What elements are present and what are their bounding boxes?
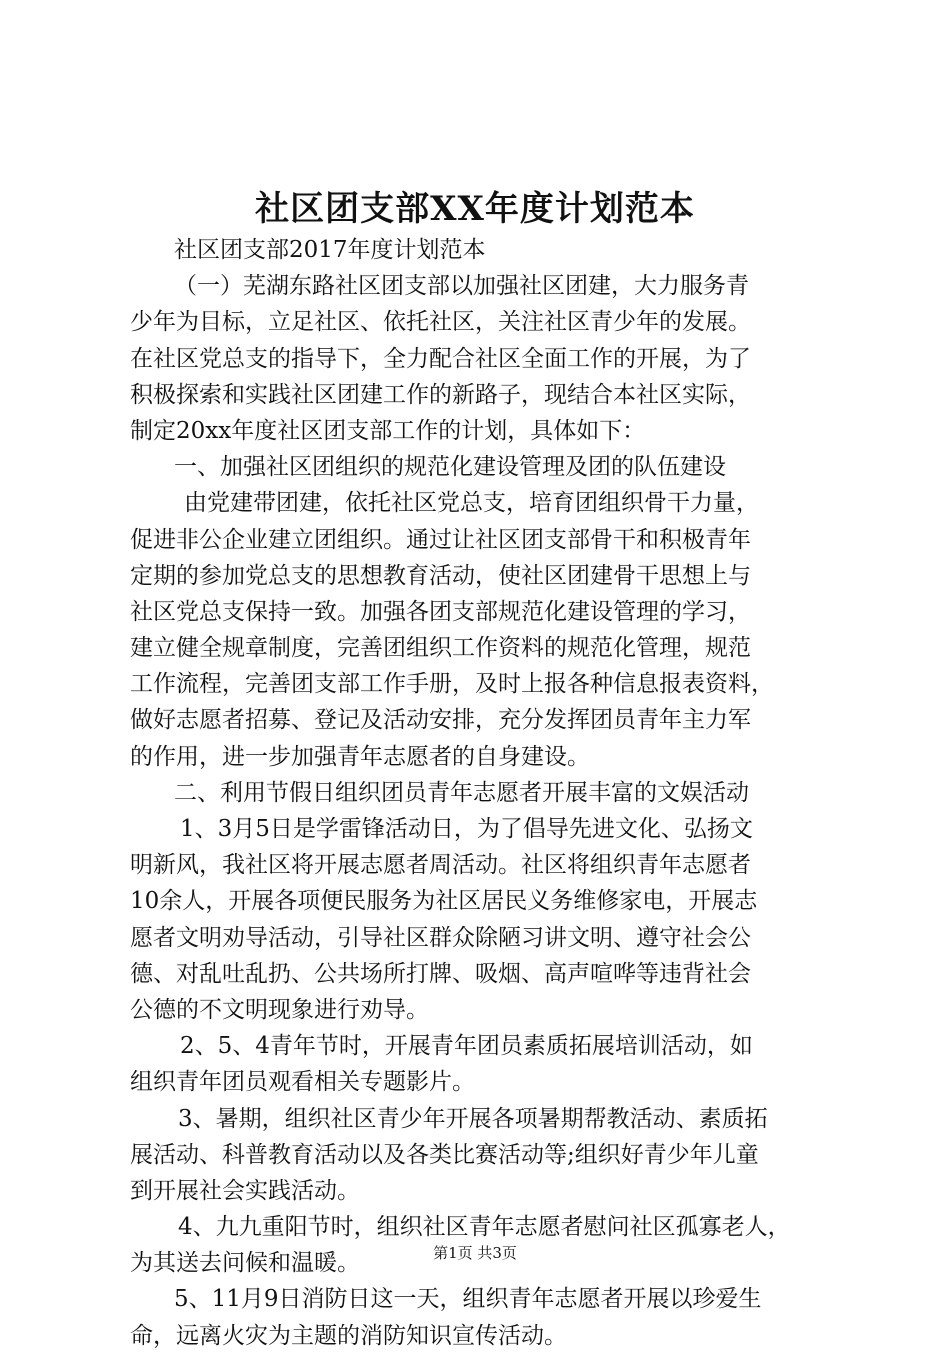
document-title: 社区团支部XX年度计划范本 [255,189,695,229]
body-line: （一）芜湖东路社区团支部以加强社区团建，大力服务青 [174,273,749,300]
body-line: 二、利用节假日组织团员青年志愿者开展丰富的文娱活动 [174,779,749,806]
body-line: 组织青年团员观看相关专题影片。 [130,1069,475,1096]
body-line: 10余人，开展各项便民服务为社区居民义务维修家电，开展志 [130,888,758,915]
body-line: 的作用，进一步加强青年志愿者的自身建设。 [130,743,590,770]
body-line: 1、3月5日是学雷锋活动日，为了倡导先进文化、弘扬文 [180,816,753,842]
body-line: 3、暑期，组织社区青少年开展各项暑期帮教活动、素质拓 [178,1105,768,1132]
body-line: 5、11月9日消防日这一天，组织青年志愿者开展以珍爱生 [174,1286,762,1313]
body-line: 为其送去问候和温暖。 [130,1250,360,1277]
body-line: 到开展社会实践活动。 [130,1177,360,1204]
body-line: 制定20xx年度社区团支部工作的计划，具体如下： [130,417,646,444]
body-line: 在社区党总支的指导下，全力配合社区全面工作的开展，为了 [130,345,751,372]
body-line: 少年为目标，立足社区、依托社区，关注社区青少年的发展。 [130,309,751,336]
body-line: 积极探索和实践社区团建工作的新路子，现结合本社区实际， [130,381,751,408]
body-line: 由党建带团建，依托社区党总支，培育团组织骨干力量， [184,490,759,517]
body-line: 命，远离火灾为主题的消防知识宣传活动。 [130,1322,567,1349]
body-line: 建立健全规章制度，完善团组织工作资料的规范化管理，规范 [130,635,751,662]
body-line: 社区团支部2017年度计划范本 [174,237,486,263]
body-line: 展活动、科普教育活动以及各类比赛活动等;组织好青少年儿童 [130,1141,759,1168]
body-line: 做好志愿者招募、登记及活动安排，充分发挥团员青年主力军 [130,707,751,734]
body-line: 社区党总支保持一致。加强各团支部规范化建设管理的学习， [130,598,751,625]
page-footer: 第1页 共3页 [433,1244,517,1262]
body-line: 一、加强社区团组织的规范化建设管理及团的队伍建设 [174,454,726,481]
body-line: 工作流程，完善团支部工作手册，及时上报各种信息报表资料， [130,671,774,698]
body-line: 定期的参加党总支的思想教育活动，使社区团建骨干思想上与 [130,562,751,589]
body-line: 4、九九重阳节时，组织社区青年志愿者慰问社区孤寡老人， [178,1214,791,1241]
body-line: 明新风，我社区将开展志愿者周活动。社区将组织青年志愿者 [130,852,751,879]
body-line: 2、5、4青年节时，开展青年团员素质拓展培训活动，如 [180,1033,753,1060]
body-line: 愿者文明劝导活动，引导社区群众除陋习讲文明、遵守社会公 [130,924,751,951]
body-line: 德、对乱吐乱扔、公共场所打牌、吸烟、高声喧哗等违背社会 [130,960,751,987]
body-line: 公德的不文明现象进行劝导。 [130,996,429,1023]
document-body [130,232,830,1354]
body-line: 促进非公企业建立团组织。通过让社区团支部骨干和积极青年 [130,526,751,553]
